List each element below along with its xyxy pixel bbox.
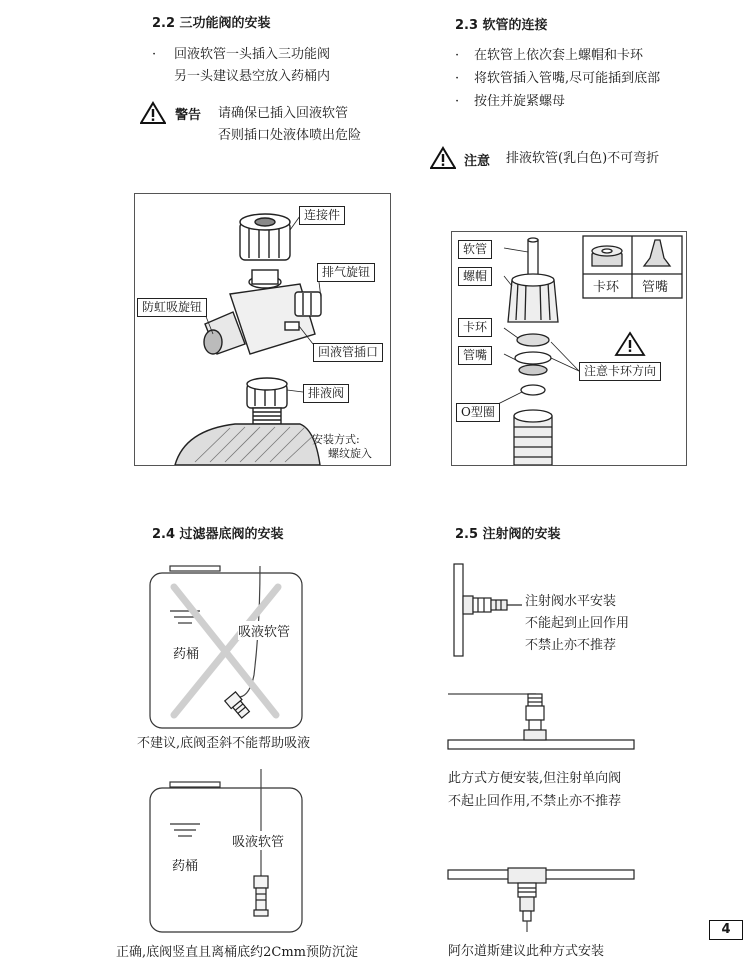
install-method-2: 螺纹旋入 xyxy=(328,447,372,460)
s23-item-2: 将软管插入管嘴,尽可能插到底部 xyxy=(474,71,661,86)
good-install-caption: 正确,底阀竖直且离桶底约2Cmm预防沉淀 xyxy=(116,945,359,960)
label-o-ring: O型圈 xyxy=(456,403,500,422)
label-hose: 软管 xyxy=(458,240,492,259)
inset-label-nozzle: 管嘴 xyxy=(642,280,669,295)
s25-horizontal-1: 注射阀水平安装 xyxy=(525,594,617,609)
label-vent-knob: 排气旋钮 xyxy=(317,263,375,282)
bad-hose-label: 吸液软管 xyxy=(238,621,290,640)
caution-icon xyxy=(430,146,456,169)
bad-install-caption: 不建议,底阀歪斜不能帮助吸液 xyxy=(137,736,311,751)
s25-horizontal-2: 不能起到止回作用 xyxy=(525,616,630,631)
label-nozzle: 管嘴 xyxy=(458,346,492,365)
three-function-valve-figure xyxy=(134,193,391,466)
page-number: 4 xyxy=(709,920,743,940)
install-method-1: 安装方式: xyxy=(312,433,360,446)
good-foot-valve-drawing xyxy=(148,768,308,933)
s23-bullet-1: · xyxy=(455,48,460,63)
label-ring: 卡环 xyxy=(458,318,492,337)
good-tank-label: 药桶 xyxy=(172,859,199,874)
s23-item-1: 在软管上依次套上螺帽和卡环 xyxy=(474,48,644,63)
inset-label-ring: 卡环 xyxy=(593,280,620,295)
s22-line1: 回液软管一头插入三功能阀 xyxy=(174,47,331,62)
s25-horizontal-3: 不禁止亦不推荐 xyxy=(525,638,617,653)
label-drain-valve: 排液阀 xyxy=(303,384,349,403)
label-anti-siphon: 防虹吸旋钮 xyxy=(137,298,207,317)
s22-line2: 另一头建议悬空放入药桶内 xyxy=(174,69,331,84)
valve-drawing xyxy=(135,194,390,465)
label-connector: 连接件 xyxy=(299,206,345,225)
section-2-2-heading: 2.2 三功能阀的安装 xyxy=(152,16,271,31)
section-2-5-heading: 2.5 注射阀的安装 xyxy=(455,527,561,542)
s23-bullet-2: · xyxy=(455,71,460,86)
warning-line2: 否则插口处液体喷出危险 xyxy=(218,128,362,143)
s23-item-3: 按住并旋紧螺母 xyxy=(474,94,566,109)
bad-tank-label: 药桶 xyxy=(173,647,200,662)
warning-icon xyxy=(140,101,166,124)
injection-bottom-drawing xyxy=(446,866,636,932)
injection-horizontal-drawing xyxy=(444,562,524,658)
s25-caption-2: 不起止回作用,不禁止亦不推荐 xyxy=(448,794,622,809)
bad-foot-valve-drawing xyxy=(148,565,308,730)
good-hose-label: 吸液软管 xyxy=(232,831,284,850)
label-ring-direction: 注意卡环方向 xyxy=(579,362,661,381)
s25-caption-3: 阿尔道斯建议此种方式安装 xyxy=(448,944,605,959)
s25-caption-1: 此方式方便安装,但注射单向阀 xyxy=(448,771,622,786)
section-2-4-heading: 2.4 过滤器底阀的安装 xyxy=(152,527,284,542)
section-2-3-heading: 2.3 软管的连接 xyxy=(455,18,548,33)
warning-line1: 请确保已插入回液软管 xyxy=(218,106,349,121)
note-text: 排液软管(乳白色)不可弯折 xyxy=(506,151,660,166)
s22-bullet: · xyxy=(152,47,157,62)
note-title: 注意 xyxy=(464,154,491,169)
label-nut: 螺帽 xyxy=(458,267,492,286)
hose-connection-figure xyxy=(451,231,687,466)
label-return-port: 回液管插口 xyxy=(313,343,383,362)
warning-title: 警告 xyxy=(175,108,202,123)
s23-bullet-3: · xyxy=(455,94,460,109)
injection-top-drawing xyxy=(446,692,636,758)
